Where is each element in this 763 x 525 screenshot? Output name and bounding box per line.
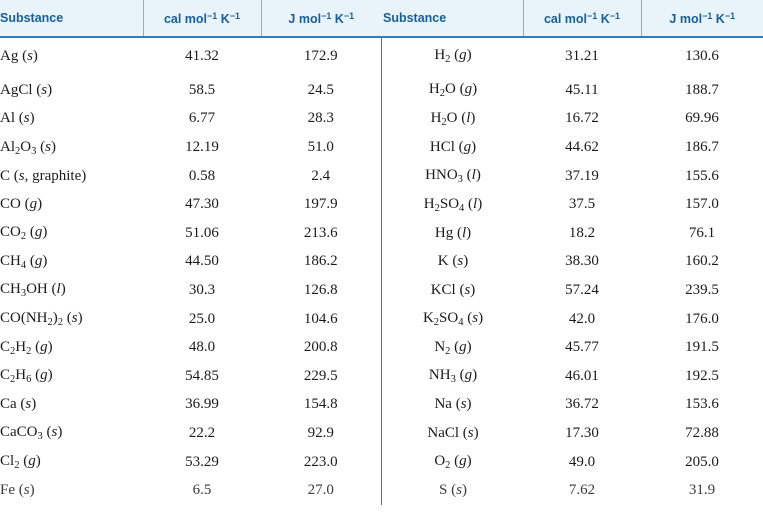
joule-value-left: 28.3 <box>307 110 334 127</box>
substance-cell-left: CaCO$_3$ (s) <box>0 424 63 443</box>
column-header-substance-left: Substance <box>0 11 64 25</box>
cal-value-left: 6.77 <box>188 110 216 127</box>
joule-value-right: 192.5 <box>685 367 719 384</box>
cal-value-left: 36.99 <box>185 396 219 413</box>
table-row <box>0 36 763 76</box>
table-row <box>0 190 763 219</box>
column-header-cal-left: cal mol$^{-1}$ $K^{-1}$ <box>143 0 261 36</box>
substance-cell-right: $H_2O$ (l) <box>430 109 476 128</box>
substance-cell-right: $H_2$ (g) <box>434 47 472 65</box>
substance-cell-right: Na (s) <box>434 396 472 413</box>
substance-cell-left: AgCl (s) <box>0 81 53 98</box>
cal-value-right: 37.19 <box>565 167 599 184</box>
joule-value-right: 31.9 <box>688 482 716 499</box>
table-row <box>0 476 763 505</box>
joule-value-left: 154.8 <box>303 396 338 413</box>
substance-cell-left: $C_2H_2$ (g) <box>0 338 53 357</box>
joule-value-left: 172.9 <box>303 47 338 64</box>
table-row <box>0 391 763 420</box>
substance-cell-right: KCl (s) <box>430 281 476 298</box>
cal-value-left: 48.0 <box>188 339 216 356</box>
cal-value-right: 16.72 <box>565 110 599 127</box>
cal-value-left: 41.32 <box>185 47 219 64</box>
substance-cell-left: Al (s) <box>0 110 35 127</box>
substance-cell-left: $Al_2O_3$ (s) <box>0 138 56 157</box>
substance-cell-right: Hg (l) <box>434 224 472 241</box>
table-row <box>0 248 763 277</box>
joule-value-left: 197.9 <box>303 196 338 213</box>
substance-cell-right: $N_2$ (g) <box>434 338 472 357</box>
column-header-joule-right: J mol$^{-1}$ $K^{-1}$ <box>669 10 736 26</box>
cal-value-left: 44.50 <box>185 253 219 270</box>
cal-value-right: 45.77 <box>565 339 599 356</box>
table-row <box>0 276 763 305</box>
joule-value-right: 186.7 <box>685 138 719 155</box>
joule-value-right: 69.96 <box>685 110 719 127</box>
cal-value-right: 49.0 <box>568 453 596 470</box>
substance-cell-left: Fe (s) <box>0 482 35 499</box>
joule-value-left: 27.0 <box>307 482 334 499</box>
joule-value-right: 188.7 <box>685 81 719 98</box>
joule-value-right: 205.0 <box>685 453 719 470</box>
substance-cell-left: $CO(NH_2)_2$ (s) <box>0 310 83 329</box>
substance-cell-right: $H_2SO_4$ (l) <box>423 195 483 214</box>
cal-value-left: 12.19 <box>185 138 219 155</box>
substance-cell-right: HCl (g) <box>429 138 477 155</box>
cal-value-right: 42.0 <box>568 310 596 327</box>
substance-cell-left: Ca (s) <box>0 396 37 413</box>
joule-value-left: 92.9 <box>307 424 334 441</box>
table-row <box>0 219 763 248</box>
cal-value-right: 44.62 <box>565 138 599 155</box>
substance-cell-left: $CO_2$ (g) <box>0 224 48 243</box>
cal-value-right: 57.24 <box>565 281 599 298</box>
cal-value-right: 18.2 <box>568 224 596 241</box>
substance-cell-right: S (s) <box>439 482 467 499</box>
substance-cell-right: $H_2O$ (g) <box>428 81 478 100</box>
substance-cell-left: Ag (s) <box>0 47 38 64</box>
joule-value-right: 191.5 <box>685 339 719 356</box>
joule-value-left: 126.8 <box>303 281 338 298</box>
cal-value-left: 53.29 <box>185 453 219 470</box>
column-header-substance-right: Substance <box>383 11 447 25</box>
table-row <box>0 305 763 334</box>
table-row <box>0 162 763 191</box>
joule-value-left: 104.6 <box>303 310 338 327</box>
cal-value-left: 30.3 <box>188 281 216 298</box>
substance-cell-right: $NH_3$ (g) <box>428 367 478 386</box>
substance-cell-left: CO (g) <box>0 196 43 213</box>
substance-cell-left: $CH_4$ (g) <box>0 252 48 271</box>
cal-value-right: 36.72 <box>565 396 599 413</box>
joule-value-left: 229.5 <box>303 367 338 384</box>
joule-value-left: 51.0 <box>307 138 334 155</box>
cal-value-right: 37.5 <box>568 196 596 213</box>
substance-cell-right: K (s) <box>437 253 469 270</box>
cal-value-left: 0.58 <box>188 167 216 184</box>
table-row <box>0 133 763 162</box>
table-row <box>0 362 763 391</box>
cal-value-left: 54.85 <box>185 367 219 384</box>
table-body <box>0 36 763 505</box>
joule-value-right: 155.6 <box>685 167 719 184</box>
joule-value-right: 176.0 <box>685 310 719 327</box>
joule-value-right: 157.0 <box>685 196 719 213</box>
cal-value-right: 31.21 <box>565 47 599 64</box>
joule-value-left: 213.6 <box>303 224 338 241</box>
cal-value-right: 46.01 <box>565 367 599 384</box>
joule-value-right: 153.6 <box>685 396 719 413</box>
table-row <box>0 76 763 105</box>
joule-value-right: 239.5 <box>685 281 719 298</box>
column-header-joule-left: J mol$^{-1}$ $K^{-1}$ <box>288 10 355 26</box>
cal-value-right: 17.30 <box>565 424 599 441</box>
cal-value-right: 45.11 <box>565 81 599 98</box>
joule-value-left: 2.4 <box>311 167 331 184</box>
substance-cell-left: $Cl_2$ (g) <box>0 453 41 471</box>
cal-value-left: 6.5 <box>192 482 212 499</box>
joule-value-left: 223.0 <box>303 453 338 470</box>
substance-cell-left: $C_2H_6$ (g) <box>0 367 53 386</box>
table-row <box>0 333 763 362</box>
substance-cell-right: $HNO_3$ (l) <box>425 167 481 186</box>
joule-value-right: 130.6 <box>685 47 719 64</box>
joule-value-left: 186.2 <box>303 253 338 270</box>
cal-value-left: 51.06 <box>185 224 219 241</box>
substance-cell-right: $O_2$ (g) <box>434 453 472 471</box>
cal-value-left: 58.5 <box>188 81 216 98</box>
substance-cell-left: C (s, graphite) <box>0 167 87 184</box>
table-header-row <box>0 0 763 36</box>
substance-cell-right: NaCl (s) <box>427 424 479 441</box>
cal-value-left: 22.2 <box>188 424 216 441</box>
joule-value-right: 72.88 <box>685 424 719 441</box>
cal-value-right: 7.62 <box>568 482 596 499</box>
joule-value-right: 76.1 <box>688 224 716 241</box>
table-row <box>0 105 763 134</box>
joule-value-left: 24.5 <box>307 81 334 98</box>
cal-value-left: 25.0 <box>188 310 216 327</box>
substance-cell-right: $K_2SO_4$ (s) <box>422 310 484 329</box>
column-header-cal-right: cal mol$^{-1}$ $K^{-1}$ <box>523 0 641 36</box>
cal-value-left: 47.30 <box>185 196 219 213</box>
table-row <box>0 419 763 448</box>
cal-value-right: 38.30 <box>565 253 599 270</box>
table-row <box>0 448 763 477</box>
substance-cell-left: $CH_3OH$ (l) <box>0 281 66 300</box>
joule-value-left: 200.8 <box>303 339 338 356</box>
joule-value-right: 160.2 <box>685 253 719 270</box>
